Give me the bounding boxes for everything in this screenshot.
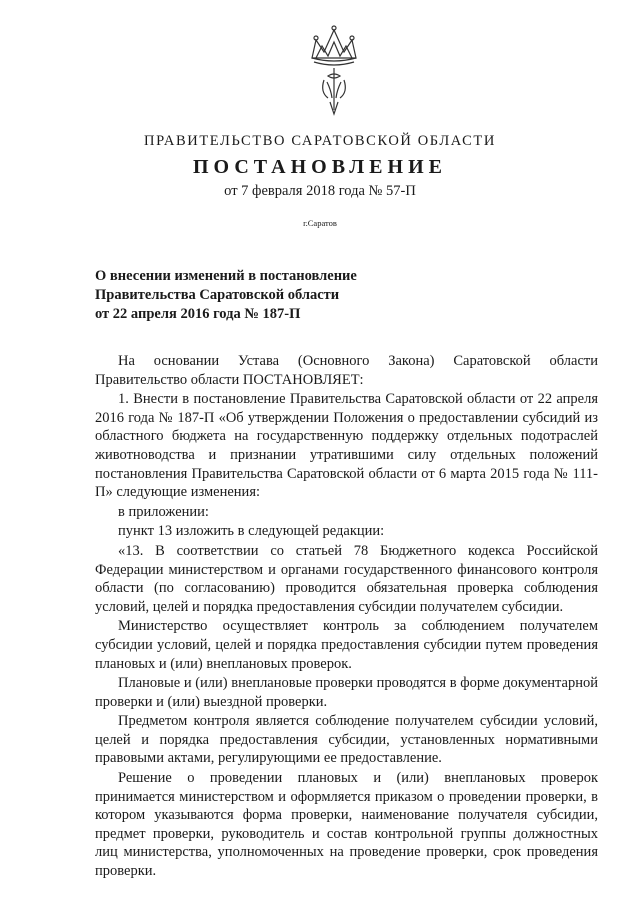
body-paragraph: 1. Внести в постановление Правительства Саратовской области от 22 апреля 2016 года № 187-П «Об утверждении Положения о предоставлении субсидий из областного бюджета на государственную поддержку отдельных подотраслей животноводства и признании утратившими силу отдельных положений постановления Правительства Саратовской области от 6 марта 2015 года № 111-П» следующие изменения: <box>95 391 598 501</box>
document-city: г.Саратов <box>303 218 337 228</box>
body-paragraph: «13. В соответствии со статьей 78 Бюджетного кодекса Российской Федерации министерством и органами государственного финансового контроля области (по согласованию) проводится обязательная проверка соблюдения условий, целей и порядка предоставления субсидии получателем субсидии. <box>95 542 598 615</box>
government-title: ПРАВИТЕЛЬСТВО САРАТОВСКОЙ ОБЛАСТИ <box>144 133 496 149</box>
saratov-emblem-icon <box>298 18 370 120</box>
body-paragraph: Министерство осуществляет контроль за соблюдением получателем субсидии условий, целей и порядка предоставления субсидии путем проведения плановых и (или) внеплановых проверок. <box>95 618 598 672</box>
body-paragraph: Решение о проведении плановых и (или) внеплановых проверок принимается министерством и оформляется приказом о проведении проверки, в котором указываются форма проверки, наименование получателя субсидии, предмет проверки, руководитель и состав контрольной группы должностных лиц министерства, уполномоченных на проведение проверки, срок проведения проверки. <box>95 770 598 880</box>
body-paragraph: На основании Устава (Основного Закона) Саратовской области Правительство области ПОСТАНОВЛЯЕТ: <box>95 353 598 388</box>
subject-line: Правительства Саратовской области <box>95 287 340 303</box>
document-body <box>95 352 598 881</box>
document-type: ПОСТАНОВЛЕНИЕ <box>193 156 447 178</box>
document-subject <box>95 267 435 324</box>
body-paragraph: Плановые и (или) внеплановые проверки проводятся в форме документарной проверки и (или) выездной проверки. <box>95 675 598 710</box>
body-paragraph: Предметом контроля является соблюдение получателем субсидии условий, целей и порядка предоставления субсидии, установленных нормативными правовыми актами, регулирующими ее предоставление. <box>95 713 598 767</box>
body-paragraph: в приложении: <box>118 503 209 520</box>
document-date-number: от 7 февраля 2018 года № 57-П <box>224 183 416 199</box>
subject-line: от 22 апреля 2016 года № 187-П <box>95 306 301 322</box>
subject-line: О внесении изменений в постановление <box>95 268 357 284</box>
body-paragraph: пункт 13 изложить в следующей редакции: <box>118 523 385 540</box>
